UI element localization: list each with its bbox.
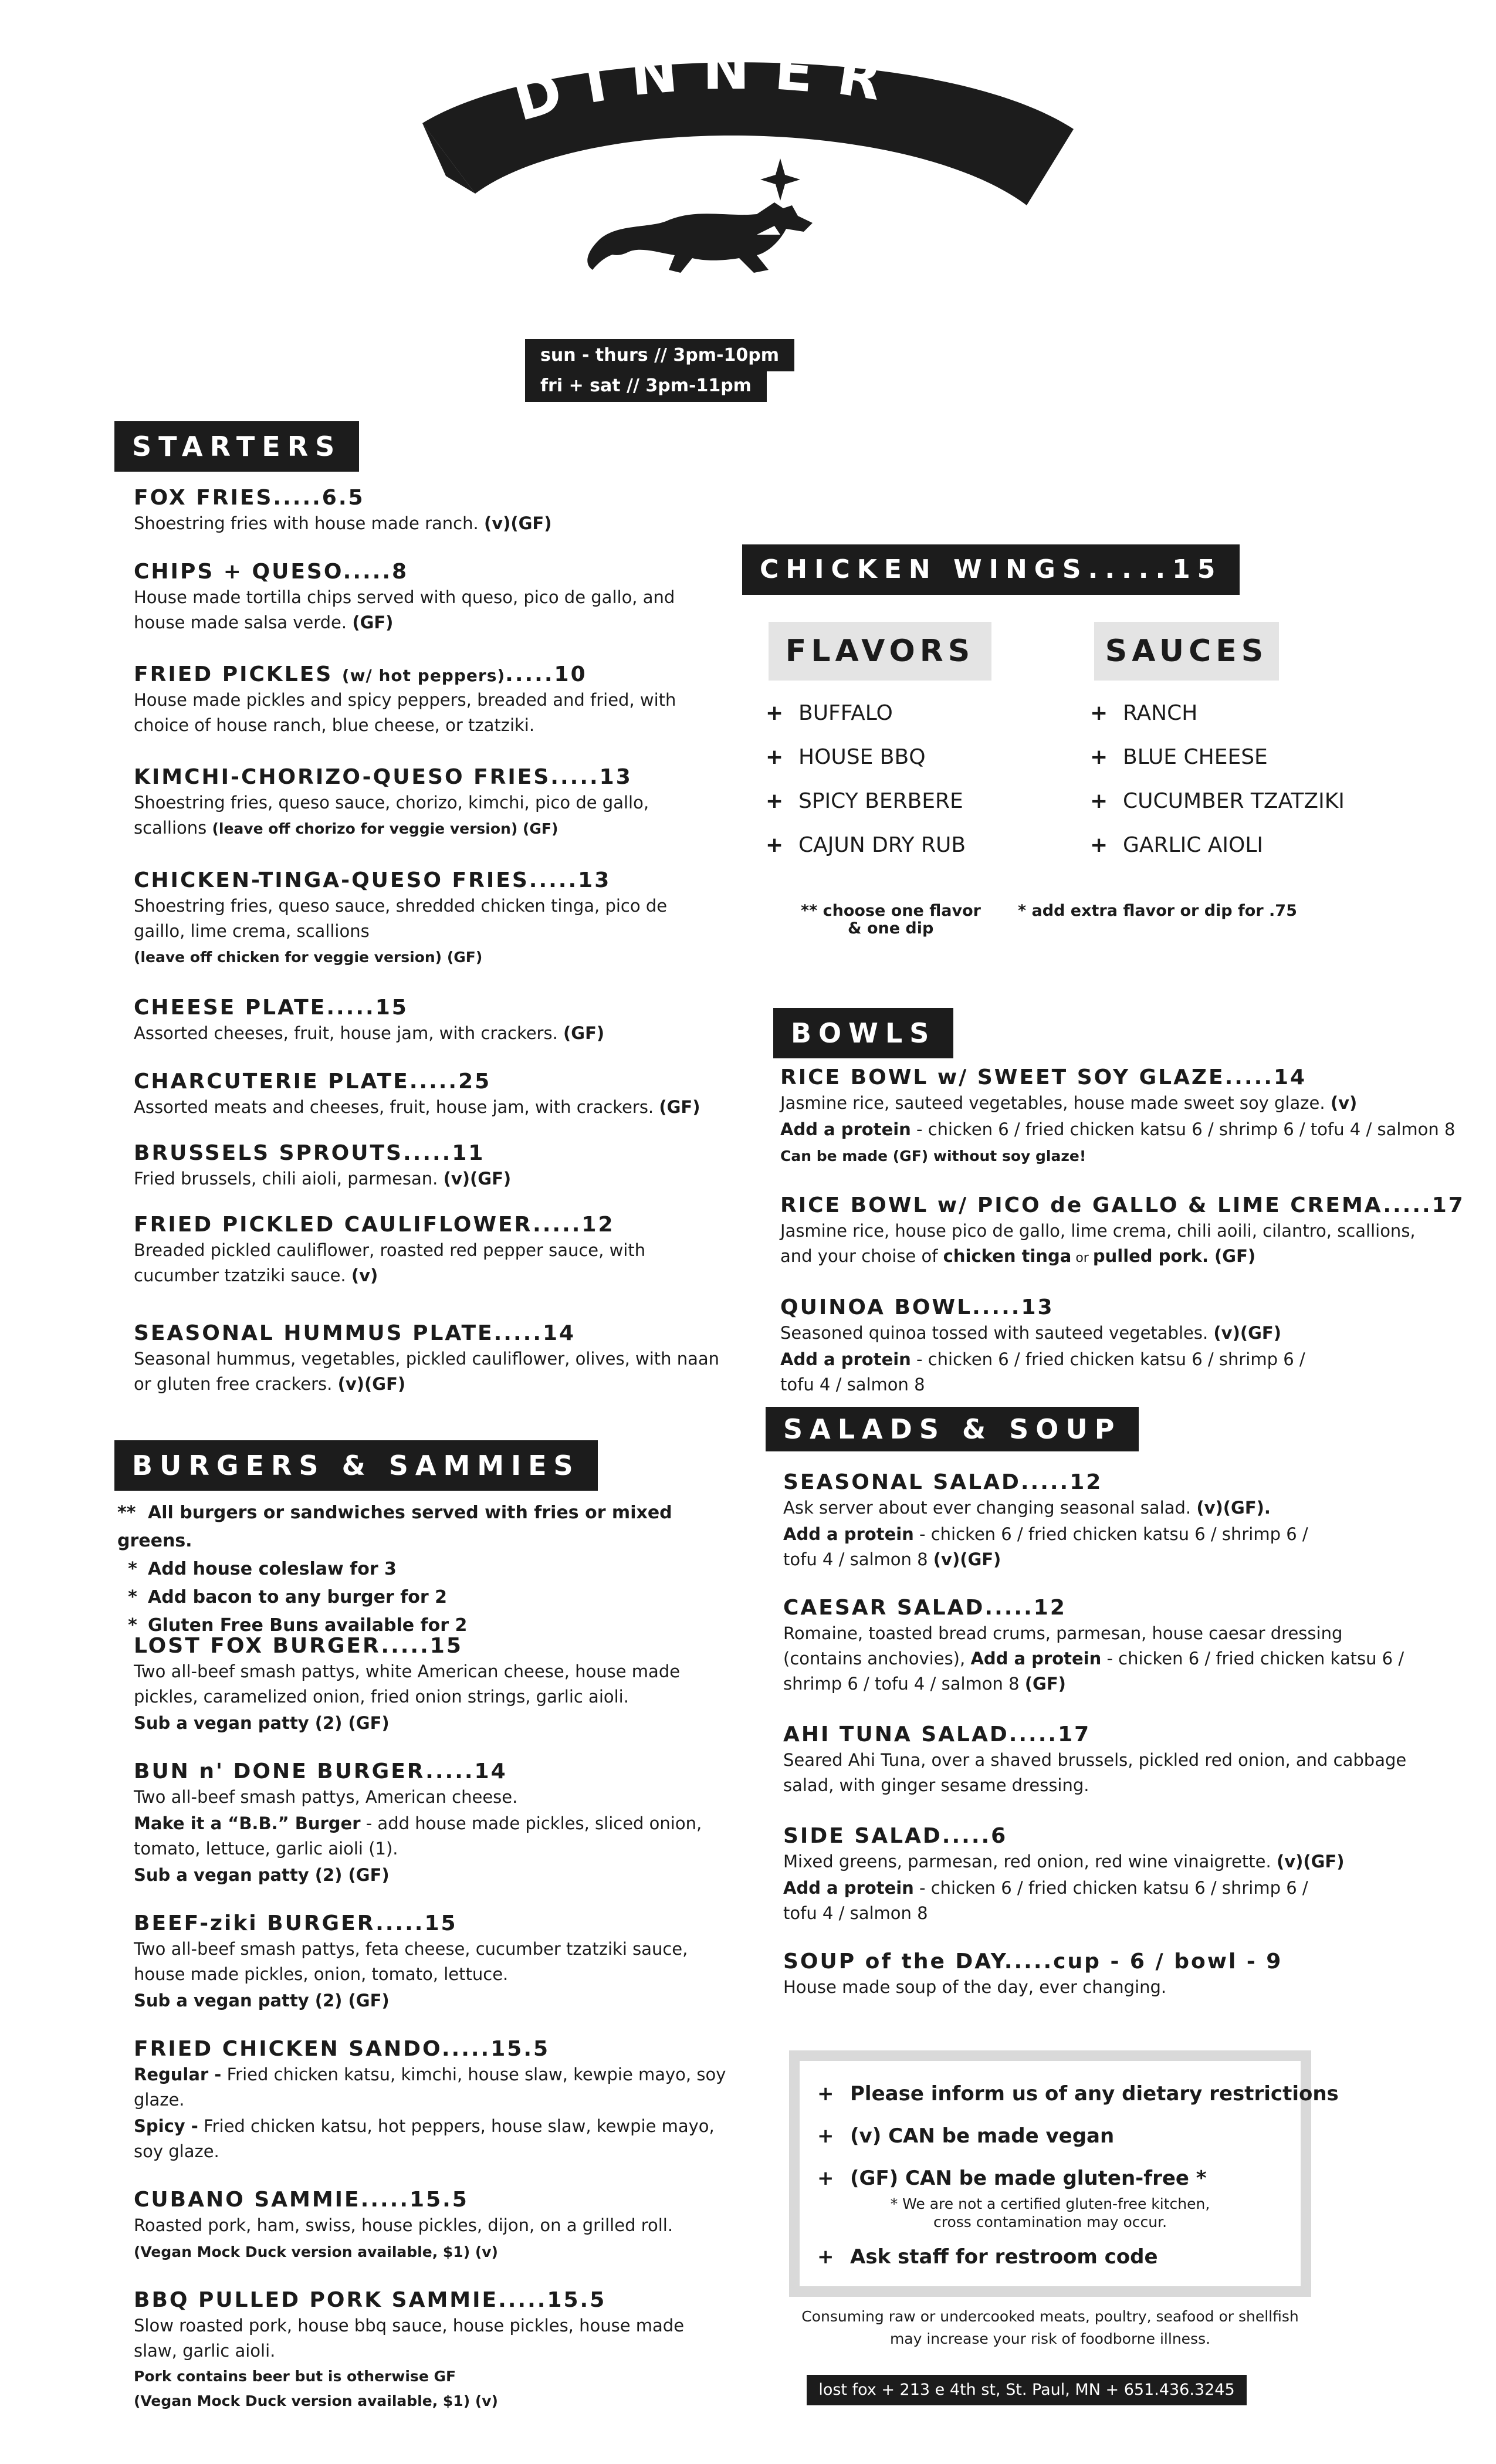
sauce-item: + CUCUMBER TZATZIKI xyxy=(1090,779,1345,823)
item-name: QUINOA BOWL.....13 xyxy=(780,1295,1054,1319)
item-extra: Sub a vegan patty (2) (GF) xyxy=(134,1865,390,1885)
item-extra: Sub a vegan patty (2) (GF) xyxy=(134,1991,390,2011)
menu-item xyxy=(134,1141,720,1192)
fox-illustration xyxy=(581,153,862,293)
menu-item xyxy=(134,1634,732,1736)
item-name: CHICKEN-TINGA-QUESO FRIES.....13 xyxy=(134,868,611,892)
wings-note-choose: ** choose one flavor & one dip xyxy=(801,902,981,937)
consumer-warning: Consuming raw or undercooked meats, poultry, seafood or shellfish may increase your risk of foodborne illness. xyxy=(801,2308,1299,2347)
menu-item xyxy=(134,1213,720,1288)
item-name: SIDE SALAD.....6 xyxy=(783,1824,1008,1848)
flavors-list xyxy=(766,691,966,867)
item-name: CHARCUTERIE PLATE.....25 xyxy=(134,1069,492,1094)
burgers-list xyxy=(134,1634,732,2439)
item-name: LOST FOX BURGER.....15 xyxy=(134,1634,463,1658)
item-name: BUN n' DONE BURGER.....14 xyxy=(134,1759,507,1783)
item-extra: Can be made (GF) without soy glaze! xyxy=(780,1148,1087,1165)
dietary-info-box xyxy=(789,2050,1339,2297)
diet-line: + Ask staff for restroom code xyxy=(817,2236,1283,2278)
diet-line: + (v) CAN be made vegan xyxy=(817,2115,1283,2157)
sauces-label: SAUCES xyxy=(1094,622,1279,681)
note-line: ** All burgers or sandwiches served with fries or mixed greens. xyxy=(117,1502,672,1551)
gluten-free-note: * We are not a certified gluten-free kitchen, cross contamination may occur. xyxy=(890,2195,1210,2231)
item-desc: Mixed greens, parmesan, red onion, red wine vinaigrette. (v)(GF) xyxy=(783,1852,1345,1871)
plus-icon: + xyxy=(817,2245,834,2269)
item-name: SOUP of the DAY.....cup - 6 / bowl - 9 xyxy=(783,1949,1283,1974)
item-name: FRIED PICKLED CAULIFLOWER.....12 xyxy=(134,1213,615,1237)
item-extra: Sub a vegan patty (2) (GF) xyxy=(134,1713,390,1733)
item-desc: Two all-beef smash pattys, white American cheese, house made pickles, caramelized onion, fried onion strings, garlic aioli. xyxy=(134,1661,681,1707)
wings-header: CHICKEN WINGS.....15 xyxy=(742,544,1240,595)
item-name: KIMCHI-CHORIZO-QUESO FRIES.....13 xyxy=(134,765,632,789)
sauce-item: + GARLIC AIOLI xyxy=(1090,823,1345,867)
item-desc: Seasonal hummus, vegetables, pickled cauliflower, olives, with naan or gluten free crackers. (v)(GF) xyxy=(134,1349,720,1394)
note-line: * Add house coleslaw for 3 xyxy=(128,1559,397,1579)
diet-line: + (GF) CAN be made gluten-free * xyxy=(817,2157,1283,2199)
menu-item xyxy=(134,765,720,841)
item-desc: Jasmine rice, sauteed vegetables, house made sweet soy glaze. (v) xyxy=(780,1093,1358,1113)
item-name: BBQ PULLED PORK SAMMIE.....15.5 xyxy=(134,2288,607,2312)
item-desc: House made pickles and spicy peppers, breaded and fried, with choice of house ranch, blue cheese, or tzatziki. xyxy=(134,690,676,735)
menu-item xyxy=(134,1069,720,1120)
item-regular: Regular - Fried chicken katsu, kimchi, house slaw, kewpie mayo, soy glaze. xyxy=(134,2064,726,2110)
salads-header: SALADS & SOUP xyxy=(766,1407,1139,1451)
item-protein: Add a protein - chicken 6 / fried chicken katsu 6 / shrimp 6 / tofu 4 / salmon 8 xyxy=(780,1119,1456,1139)
item-upgrade: Make it a “B.B.” Burger - add house made pickles, sliced onion, tomato, lettuce, garlic aioli (1). xyxy=(134,1813,702,1859)
item-protein: Add a protein - chicken 6 / fried chicken katsu 6 / shrimp 6 / tofu 4 / salmon 8 xyxy=(780,1349,1305,1395)
diet-line: + Please inform us of any dietary restrictions xyxy=(817,2073,1283,2115)
item-desc: Two all-beef smash pattys, feta cheese, cucumber tzatziki sauce, house made pickles, onion, tomato, lettuce. xyxy=(134,1939,688,1984)
flavor-item: + CAJUN DRY RUB xyxy=(766,823,966,867)
item-spicy: Spicy - Fried chicken katsu, hot peppers, house slaw, kewpie mayo, soy glaze. xyxy=(134,2116,715,2161)
menu-item xyxy=(780,1065,1484,1169)
menu-item xyxy=(783,1722,1481,1798)
item-desc: Two all-beef smash pattys, American cheese. xyxy=(134,1787,518,1807)
note-line: * Gluten Free Buns available for 2 xyxy=(128,1615,468,1636)
item-name: FRIED PICKLES (w/ hot peppers).....10 xyxy=(134,662,587,686)
menu-item xyxy=(134,560,720,635)
menu-item xyxy=(134,2037,732,2164)
item-desc: Breaded pickled cauliflower, roasted red pepper sauce, with cucumber tzatziki sauce. (v) xyxy=(134,1240,646,1285)
plus-icon: + xyxy=(1090,701,1108,725)
item-extra: (Vegan Mock Duck version available, $1) (v) xyxy=(134,2392,498,2409)
item-name: CHIPS + QUESO.....8 xyxy=(134,560,409,584)
flavor-item: + HOUSE BBQ xyxy=(766,735,966,779)
item-protein: Add a protein - chicken 6 / fried chicken katsu 6 / shrimp 6 / tofu 4 / salmon 8 (v)(GF) xyxy=(783,1524,1308,1569)
item-desc: Assorted cheeses, fruit, house jam, with crackers. (GF) xyxy=(134,1023,605,1043)
item-name: BRUSSELS SPROUTS.....11 xyxy=(134,1141,485,1165)
banner-title: DINNER xyxy=(506,36,910,134)
menu-item xyxy=(780,1193,1484,1271)
menu-item xyxy=(780,1295,1484,1397)
note-line: * Add bacon to any burger for 2 xyxy=(128,1587,447,1607)
sauces-list xyxy=(1090,691,1345,867)
item-desc: Seasoned quinoa tossed with sauteed vegetables. (v)(GF) xyxy=(780,1323,1281,1343)
item-name: FRIED CHICKEN SANDO.....15.5 xyxy=(134,2037,550,2061)
menu-item xyxy=(783,1949,1481,2000)
plus-icon: + xyxy=(1090,789,1108,813)
wings-note-extra: * add extra flavor or dip for .75 xyxy=(1018,902,1297,920)
menu-item xyxy=(134,2188,732,2265)
item-desc: Shoestring fries, queso sauce, chorizo, kimchi, pico de gallo, scallions (leave off chorizo for veggie version) (GF) xyxy=(134,793,649,838)
plus-icon: + xyxy=(766,833,784,857)
plus-icon: + xyxy=(766,701,784,725)
burgers-header: BURGERS & SAMMIES xyxy=(114,1440,598,1491)
starters-header: STARTERS xyxy=(114,421,359,472)
item-desc: Shoestring fries, queso sauce, shredded chicken tinga, pico de gaillo, lime crema, scallions (leave off chicken for veggie version) (GF) xyxy=(134,896,668,966)
plus-icon: + xyxy=(1090,745,1108,769)
menu-item xyxy=(783,1596,1481,1697)
item-desc: Seared Ahi Tuna, over a shaved brussels, pickled red onion, and cabbage salad, with ginger sesame dressing. xyxy=(783,1750,1407,1795)
menu-item xyxy=(783,1824,1481,1926)
burger-notes xyxy=(117,1499,733,1640)
menu-item xyxy=(134,1321,720,1397)
item-desc: Assorted meats and cheeses, fruit, house jam, with crackers. (GF) xyxy=(134,1097,700,1117)
item-desc: Fried brussels, chili aioli, parmesan. (v)(GF) xyxy=(134,1169,512,1189)
plus-icon: + xyxy=(766,789,784,813)
item-name: BEEF-ziki BURGER.....15 xyxy=(134,1911,458,1935)
item-name: RICE BOWL w/ PICO de GALLO & LIME CREMA.....17 xyxy=(780,1193,1465,1217)
item-desc: Jasmine rice, house pico de gallo, lime crema, chili aoili, cilantro, scallions, and your choise of chicken tinga or pulled pork. (GF) xyxy=(780,1221,1416,1266)
plus-icon: + xyxy=(817,2124,834,2148)
plus-icon: + xyxy=(817,2167,834,2190)
starters-list xyxy=(134,486,720,1423)
footer-address: lost fox + 213 e 4th st, St. Paul, MN + 651.436.3245 xyxy=(807,2375,1247,2405)
hours-weekend: fri + sat // 3pm-11pm xyxy=(525,370,767,402)
plus-icon: + xyxy=(766,745,784,769)
item-desc: Ask server about ever changing seasonal salad. (v)(GF). xyxy=(783,1498,1271,1518)
item-name: CUBANO SAMMIE.....15.5 xyxy=(134,2188,469,2212)
item-name: CHEESE PLATE.....15 xyxy=(134,996,408,1020)
item-name: AHI TUNA SALAD.....17 xyxy=(783,1722,1091,1747)
menu-item xyxy=(134,486,720,536)
item-desc: Romaine, toasted bread crums, parmesan, house caesar dressing (contains anchovies), Add a protein - chicken 6 / fried chicken katsu 6 / shrimp 6 / tofu 4 / salmon 8 (GF) xyxy=(783,1623,1404,1694)
menu-item xyxy=(134,1911,732,2013)
item-desc: Roasted pork, ham, swiss, house pickles, dijon, on a grilled roll. xyxy=(134,2215,673,2235)
item-name: CAESAR SALAD.....12 xyxy=(783,1596,1067,1620)
menu-item xyxy=(134,662,720,738)
hours-weekday: sun - thurs // 3pm-10pm xyxy=(525,339,794,371)
menu-item xyxy=(783,1470,1481,1572)
item-name: SEASONAL SALAD.....12 xyxy=(783,1470,1103,1494)
item-desc: House made soup of the day, ever changing. xyxy=(783,1977,1167,1997)
plus-icon: + xyxy=(817,2082,834,2106)
flavor-item: + BUFFALO xyxy=(766,691,966,735)
item-desc: Slow roasted pork, house bbq sauce, house pickles, house made slaw, garlic aioli. xyxy=(134,2316,685,2361)
bowls-header: BOWLS xyxy=(773,1008,953,1058)
sauce-item: + BLUE CHEESE xyxy=(1090,735,1345,779)
item-extra: Pork contains beer but is otherwise GF xyxy=(134,2368,456,2385)
item-protein: Add a protein - chicken 6 / fried chicken katsu 6 / shrimp 6 / tofu 4 / salmon 8 xyxy=(783,1878,1308,1923)
plus-icon: + xyxy=(1090,833,1108,857)
menu-item xyxy=(134,1759,732,1888)
salads-list xyxy=(783,1470,1481,2026)
item-desc: House made tortilla chips served with queso, pico de gallo, and house made salsa verde. (GF) xyxy=(134,587,675,632)
flavor-item: + SPICY BERBERE xyxy=(766,779,966,823)
sauce-item: + RANCH xyxy=(1090,691,1345,735)
menu-item xyxy=(134,996,720,1046)
bowls-list xyxy=(780,1065,1484,1423)
menu-item xyxy=(134,868,720,970)
flavors-label: FLAVORS xyxy=(769,622,991,681)
star-icon xyxy=(760,158,800,201)
item-name: SEASONAL HUMMUS PLATE.....14 xyxy=(134,1321,576,1345)
item-extra: (Vegan Mock Duck version available, $1) (v) xyxy=(134,2243,498,2260)
menu-item xyxy=(134,2288,732,2413)
item-desc: Shoestring fries with house made ranch. (v)(GF) xyxy=(134,513,552,533)
item-name: FOX FRIES.....6.5 xyxy=(134,486,365,510)
item-name: RICE BOWL w/ SWEET SOY GLAZE.....14 xyxy=(780,1065,1307,1089)
